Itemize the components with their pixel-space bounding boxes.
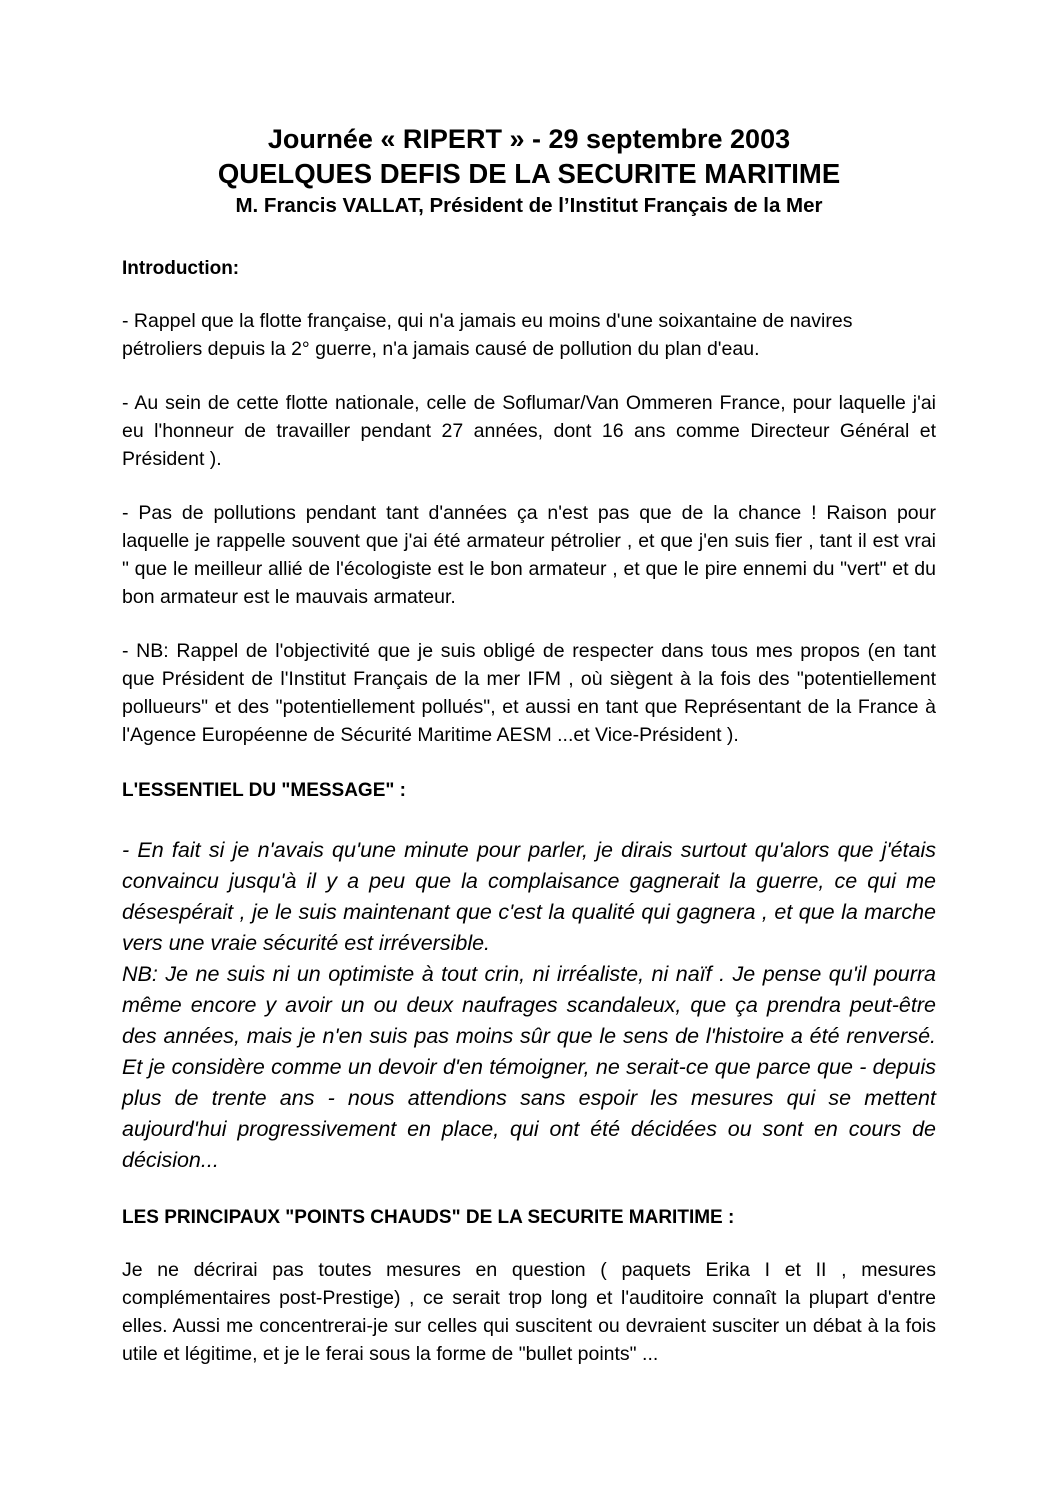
page-title-line-1: Journée « RIPERT » - 29 septembre 2003 [267,124,791,154]
spacer [122,1232,936,1256]
paragraph-intro-1: - Rappel que la flotte française, qui n'a jamais eu moins d'une soixantaine de navires pétroliers depuis la 2° guerre, n'a jamais causé de pollution du plan d'eau. [122,310,853,360]
page-title-line-2: QUELQUES DEFIS DE LA SECURITE MARITIME [217,158,841,189]
spacer [122,1176,936,1204]
paragraph-intro-2: - Au sein de cette flotte nationale, celle de Soflumar/Van Ommeren France, pour laquelle j'ai eu l'honneur de travailler pendant 27 années, dont 16 ans comme Directeur Général et Président ). [122,392,936,470]
paragraph-intro-4-nb: - NB: Rappel de l'objectivité que je suis obligé de respecter dans tous mes propos (en tant que Président de l'Institut Français de la mer IFM , où siègent à la fois des "potentiellement pollueurs" et des "potentiellement pollués", et aussi en tant que Représentant de la France à l'Agence Européenne de Sécurité Maritime AESM ...et Vice-Président ). [122,640,936,746]
spacer [122,473,936,499]
heading-introduction: Introduction: [122,258,240,279]
heading-essentiel-message: L'ESSENTIEL DU "MESSAGE" : [122,780,406,801]
spacer [122,749,936,777]
spacer [122,611,936,637]
spacer [122,283,936,307]
spacer [122,221,936,255]
spacer [122,805,936,835]
page-subtitle-author: M. Francis VALLAT, Président de l’Institut Français de la Mer [235,194,823,217]
document-content [122,0,936,1368]
paragraph-points-chauds-1: Je ne décrirai pas toutes mesures en question ( paquets Erika I et II , mesures complémentaires post-Prestige) , ce serait trop long et l'auditoire connaît la plupart d'entre elles. Aussi me concentrerai-je sur celles qui suscitent ou devraient susciter un débat à la fois utile et légitime, et je le ferai sous la forme de "bullet points" ... [122,1259,936,1365]
document-title-block [122,0,936,221]
spacer [122,363,936,389]
paragraph-intro-3: - Pas de pollutions pendant tant d'années ça n'est pas que de la chance ! Raison pour laquelle je rappelle souvent que j'ai été armateur pétrolier , et que j'en suis fier , tant il est vrai " que le meilleur allié de l'écologiste est le bon armateur , et que le pire ennemi du "vert" et du bon armateur est le mauvais armateur. [122,502,936,608]
paragraph-essentiel-1: - En fait si je n'avais qu'une minute pour parler, je dirais surtout qu'alors que j'étais convaincu jusqu'à il y a peu que la complaisance gagnerait la guerre, ce qui me désespérait , je le suis maintenant que c'est la qualité qui gagnera , et que la marche vers une vraie sécurité est irréversible. [122,838,936,955]
paragraph-essentiel-2-nb: NB: Je ne suis ni un optimiste à tout crin, ni irréaliste, ni naïf . Je pense qu'il pourra même encore y avoir un ou deux naufrages scandaleux, que ça prendra peut-être des années, mais je n'en suis pas moins sûr que le sens de l'histoire a été renversé. Et je considère comme un devoir d'en témoigner, ne serait-ce que parce que - depuis plus de trente ans - nous attendions sans espoir les mesures qui se mettent aujourd'hui progressivement en place, qui ont été décidées ou sont en cours de décision... [122,962,936,1172]
heading-points-chauds: LES PRINCIPAUX "POINTS CHAUDS" DE LA SECURITE MARITIME : [122,1207,735,1228]
